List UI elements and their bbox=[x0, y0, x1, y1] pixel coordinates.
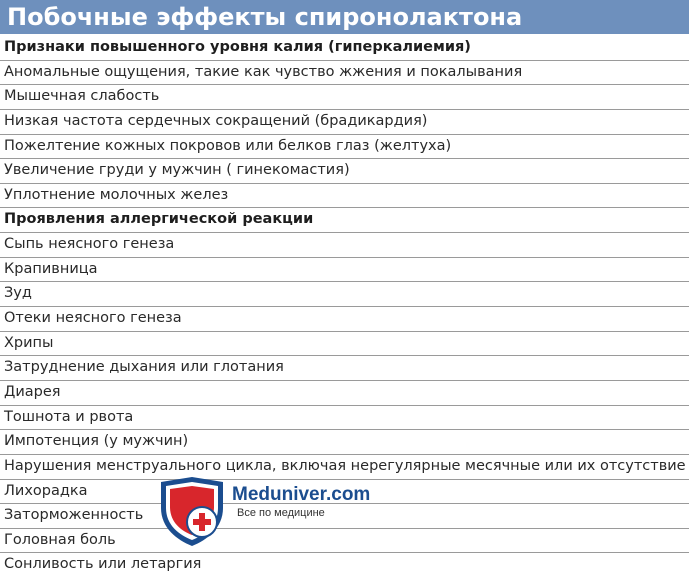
table-row: Хрипы bbox=[0, 332, 689, 357]
table-row: Сонливость или летаргия bbox=[4, 556, 202, 573]
table-row: Аномальные ощущения, такие как чувство жжения и покалывания bbox=[0, 61, 689, 86]
watermark-name: Meduniver.com bbox=[232, 484, 371, 505]
table-row: Заторможенность bbox=[0, 504, 689, 529]
table-row: Лихорадка bbox=[0, 480, 689, 505]
table-row: Крапивница bbox=[0, 258, 689, 283]
table-row: Отеки неясного генеза bbox=[0, 307, 689, 332]
shield-cross-icon bbox=[157, 476, 227, 548]
table-row: Зуд bbox=[0, 282, 689, 307]
table-row: Мышечная слабость bbox=[0, 85, 689, 110]
section-heading-row: Проявления аллергической реакции bbox=[0, 208, 689, 233]
table-row: Тошнота и рвота bbox=[0, 406, 689, 431]
section-heading-row: Признаки повышенного уровня калия (гиперкалиемия) bbox=[0, 36, 689, 61]
table-row: Сыпь неясного генеза bbox=[0, 233, 689, 258]
table-row: Низкая частота сердечных сокращений (брадикардия) bbox=[0, 110, 689, 135]
table-row: Нарушения менструального цикла, включая нерегулярные месячные или их отсутствие bbox=[0, 455, 689, 480]
table-row: Пожелтение кожных покровов или белков глаз (желтуха) bbox=[0, 135, 689, 160]
table-row: Уплотнение молочных желез bbox=[0, 184, 689, 209]
meduniver-watermark bbox=[157, 476, 387, 548]
title-bar bbox=[0, 0, 689, 34]
table-row: Импотенция (у мужчин) bbox=[0, 430, 689, 455]
table-row: Головная боль bbox=[0, 529, 689, 554]
table-row: Затруднение дыхания или глотания bbox=[0, 356, 689, 381]
watermark-tagline: Все по медицине bbox=[237, 507, 325, 519]
table-row: Диарея bbox=[0, 381, 689, 406]
table-row: Увеличение груди у мужчин ( гинекомастия) bbox=[0, 159, 689, 184]
page-title: Побочные эффекты спиронолактона bbox=[7, 3, 523, 31]
